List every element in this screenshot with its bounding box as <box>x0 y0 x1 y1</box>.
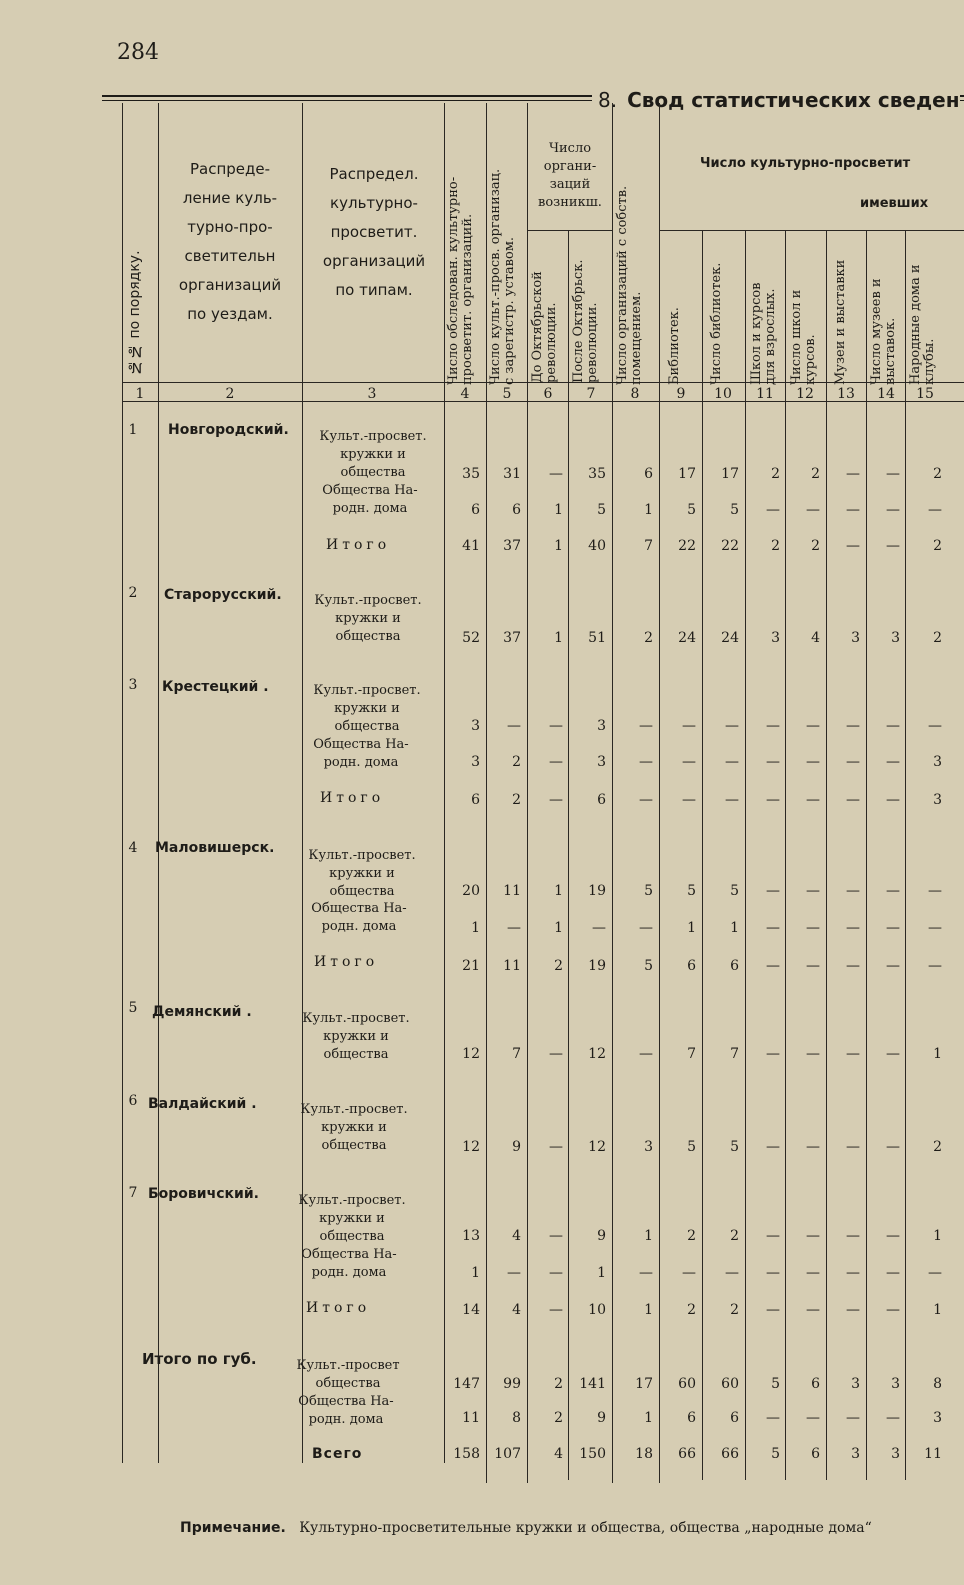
table-cell: 141 <box>579 1376 606 1392</box>
table-cell: 3 <box>597 718 606 734</box>
table-cell: — <box>682 1265 696 1281</box>
section-title <box>592 88 960 112</box>
table-cell: 1 <box>730 920 739 936</box>
type-label-societies: Культ.-просвет общества <box>296 1358 400 1391</box>
table-cell: 5 <box>644 883 653 899</box>
table-cell: 4 <box>512 1228 521 1244</box>
table-cell: — <box>846 1228 860 1244</box>
table-cell: — <box>549 754 563 770</box>
table-cell: — <box>806 1265 820 1281</box>
header-before-october: До Октябрьской революции. <box>530 271 559 383</box>
table-cell: — <box>846 754 860 770</box>
column-number: 9 <box>676 386 686 402</box>
table-cell: 22 <box>721 538 739 554</box>
table-cell: 17 <box>635 1376 653 1392</box>
table-cell: — <box>549 718 563 734</box>
table-cell: 1 <box>644 1228 653 1244</box>
table-cell: 3 <box>851 630 860 646</box>
header-adult-schools: Школ и курсов для взрослых. <box>749 282 778 385</box>
table-cell: — <box>766 718 780 734</box>
table-cell: 5 <box>771 1446 780 1462</box>
table-cell: 3 <box>471 754 480 770</box>
table-cell: 1 <box>597 1265 606 1281</box>
table-cell: 9 <box>597 1228 606 1244</box>
table-cell: 11 <box>462 1410 480 1426</box>
table-cell: 13 <box>462 1228 480 1244</box>
table-cell: 3 <box>644 1139 653 1155</box>
table-cell: 3 <box>933 754 942 770</box>
table-cell: 2 <box>933 466 942 482</box>
county-name: Валдайский . <box>148 1096 257 1112</box>
table-cell: — <box>766 1265 780 1281</box>
table-cell: 3 <box>933 1410 942 1426</box>
table-cell: — <box>886 920 900 936</box>
table-cell: 60 <box>678 1376 696 1392</box>
table-cell: 24 <box>678 630 696 646</box>
row-number: 5 <box>128 1000 138 1016</box>
table-cell: 5 <box>644 958 653 974</box>
subtotal-label: Итого <box>326 537 391 553</box>
type-label-circles: Культ.-просвет. кружки и общества <box>313 683 421 734</box>
column-number: 12 <box>796 386 814 402</box>
table-cell: — <box>682 718 696 734</box>
column-number: 15 <box>916 386 934 402</box>
table-cell: — <box>725 718 739 734</box>
table-cell: — <box>806 792 820 808</box>
header-group-arose: Число органи- заций возникш. <box>538 141 602 210</box>
table-cell: 3 <box>891 630 900 646</box>
table-cell: 40 <box>588 538 606 554</box>
table-cell: — <box>928 502 942 518</box>
table-cell: 4 <box>554 1446 563 1462</box>
table-cell: — <box>886 1265 900 1281</box>
county-name: Маловишерск. <box>155 840 275 856</box>
table-cell: 17 <box>678 466 696 482</box>
table-cell: — <box>507 718 521 734</box>
table-cell: 2 <box>687 1228 696 1244</box>
table-cell: — <box>928 958 942 974</box>
table-cell: — <box>806 958 820 974</box>
table-cell: 6 <box>597 792 606 808</box>
header-own-premises: Число организаций с собств. помещением. <box>615 185 644 385</box>
table-cell: — <box>806 920 820 936</box>
column-number: 4 <box>460 386 470 402</box>
table-cell: 5 <box>687 883 696 899</box>
header-group-having-sub: имевших <box>860 196 929 211</box>
type-label-people-houses: Общества На- родн. дома <box>322 483 418 516</box>
table-cell: — <box>766 792 780 808</box>
table-cell: 3 <box>891 1376 900 1392</box>
table-cell: — <box>766 502 780 518</box>
table-cell: 6 <box>644 466 653 482</box>
table-cell: — <box>846 502 860 518</box>
type-label-circles: Культ.-просвет. кружки и общества <box>298 1193 406 1244</box>
table-cell: — <box>846 1046 860 1062</box>
table-cell: 6 <box>687 1410 696 1426</box>
table-cell: 8 <box>933 1376 942 1392</box>
table-cell: — <box>846 958 860 974</box>
table-cell: — <box>846 538 860 554</box>
province-total-label: Итого по губ. <box>142 1350 257 1368</box>
table-cell: 2 <box>771 466 780 482</box>
table-cell: 14 <box>462 1302 480 1318</box>
table-cell: 7 <box>512 1046 521 1062</box>
table-cell: — <box>549 1139 563 1155</box>
table-cell: — <box>928 920 942 936</box>
table-cell: — <box>886 1139 900 1155</box>
table-cell: 66 <box>721 1446 739 1462</box>
table-cell: — <box>592 920 606 936</box>
table-cell: — <box>725 1265 739 1281</box>
table-cell: 35 <box>588 466 606 482</box>
table-cell: — <box>766 1046 780 1062</box>
table-cell: — <box>886 718 900 734</box>
table-cell: — <box>639 792 653 808</box>
table-cell: 2 <box>687 1302 696 1318</box>
table-cell: 5 <box>730 883 739 899</box>
subtotal-label: Итого <box>314 954 379 970</box>
table-cell: 3 <box>851 1376 860 1392</box>
page-number: 284 <box>117 40 159 65</box>
table-cell: — <box>806 1302 820 1318</box>
table-cell: — <box>886 1228 900 1244</box>
table-cell: 9 <box>597 1410 606 1426</box>
table-cell: — <box>846 1139 860 1155</box>
table-cell: 1 <box>471 920 480 936</box>
table-cell: 3 <box>891 1446 900 1462</box>
table-cell: 7 <box>644 538 653 554</box>
table-cell: 17 <box>721 466 739 482</box>
table-cell: 5 <box>687 1139 696 1155</box>
table-cell: — <box>549 1265 563 1281</box>
column-number: 8 <box>630 386 640 402</box>
type-label-circles: Культ.-просвет. кружки и общества <box>300 1102 408 1153</box>
type-label-circles: Культ.-просвет. кружки и общества <box>314 593 422 644</box>
table-cell: — <box>928 1265 942 1281</box>
table-cell: — <box>886 538 900 554</box>
table-cell: — <box>846 920 860 936</box>
footnote <box>180 1520 872 1536</box>
table-cell: — <box>639 1265 653 1281</box>
table-cell: 5 <box>597 502 606 518</box>
header-surveyed-count: Число обследован. культурно- просветит. организаций. <box>446 176 475 385</box>
type-label-people-houses: Общества На- родн. дома <box>301 1247 397 1280</box>
table-cell: 2 <box>644 630 653 646</box>
table-cell: 6 <box>811 1376 820 1392</box>
table-cell: 2 <box>933 538 942 554</box>
table-cell: 5 <box>687 502 696 518</box>
table-cell: — <box>639 754 653 770</box>
table-cell: 11 <box>503 883 521 899</box>
table-cell: — <box>766 1139 780 1155</box>
table-cell: 1 <box>644 1410 653 1426</box>
table-cell: 4 <box>512 1302 521 1318</box>
county-name: Боровичский. <box>148 1186 259 1202</box>
table-cell: — <box>549 1228 563 1244</box>
table-cell: — <box>846 718 860 734</box>
table-cell: — <box>639 718 653 734</box>
table-cell: 19 <box>588 958 606 974</box>
table-cell: 147 <box>453 1376 480 1392</box>
county-name: Демянский . <box>152 1004 252 1020</box>
table-cell: 2 <box>512 754 521 770</box>
table-cell: — <box>766 1228 780 1244</box>
table-cell: 41 <box>462 538 480 554</box>
table-cell: 4 <box>811 630 820 646</box>
header-row-number: №№ по порядку. <box>127 250 143 375</box>
table-cell: 3 <box>471 718 480 734</box>
table-cell: 5 <box>730 1139 739 1155</box>
table-cell: — <box>886 466 900 482</box>
table-cell: 60 <box>721 1376 739 1392</box>
table-cell: — <box>846 792 860 808</box>
table-cell: — <box>806 1139 820 1155</box>
table-cell: 107 <box>494 1446 521 1462</box>
table-cell: 6 <box>730 1410 739 1426</box>
table-cell: 1 <box>554 538 563 554</box>
table-cell: — <box>766 1302 780 1318</box>
table-cell: — <box>682 792 696 808</box>
table-cell: 37 <box>503 538 521 554</box>
table-cell: 1 <box>554 630 563 646</box>
table-cell: — <box>766 958 780 974</box>
table-cell: 12 <box>588 1046 606 1062</box>
table-cell: 11 <box>503 958 521 974</box>
header-library-count: Число библиотек. <box>709 262 724 385</box>
table-cell: — <box>549 1046 563 1062</box>
type-label-people-houses: Общества На- родн. дома <box>311 901 407 934</box>
header-museums: Музеи и выставки <box>833 259 848 385</box>
row-number: 3 <box>128 677 138 693</box>
table-cell: — <box>886 1410 900 1426</box>
table-cell: 22 <box>678 538 696 554</box>
table-cell: — <box>806 754 820 770</box>
type-label-circles: Культ.-просвет. кружки и общества <box>302 1011 410 1062</box>
type-label-people-houses: Общества На- родн. дома <box>298 1394 394 1427</box>
table-cell: — <box>846 1410 860 1426</box>
table-cell: 20 <box>462 883 480 899</box>
table-cell: — <box>846 466 860 482</box>
table-cell: — <box>886 1302 900 1318</box>
table-cell: 2 <box>730 1302 739 1318</box>
table-cell: 1 <box>471 1265 480 1281</box>
table-cell: — <box>806 718 820 734</box>
table-cell: — <box>886 1046 900 1062</box>
table-cell: 6 <box>730 958 739 974</box>
table-cell: — <box>766 754 780 770</box>
header-by-county: Распреде- ление куль- турно-про- светительн организаций по уездам. <box>178 160 282 323</box>
header-by-type: Распредел. культурно- просветит. организаций по типам. <box>322 165 426 299</box>
section-title-text: Свод статистических сведен <box>627 88 960 112</box>
table-cell: 6 <box>471 792 480 808</box>
table-cell: 2 <box>933 630 942 646</box>
table-cell: 2 <box>771 538 780 554</box>
table-cell: — <box>886 958 900 974</box>
table-cell: — <box>846 1302 860 1318</box>
table-cell: 6 <box>811 1446 820 1462</box>
footnote-text: Культурно-просветительные кружки и общества, общества „народные дома“ <box>299 1520 872 1536</box>
column-number: 5 <box>502 386 512 402</box>
type-label-circles: Культ.-просвет. кружки и общества <box>319 429 427 480</box>
table-cell: 150 <box>579 1446 606 1462</box>
type-label-circles: Культ.-просвет. кружки и общества <box>308 848 416 899</box>
row-number: 4 <box>128 840 138 856</box>
column-number: 10 <box>714 386 732 402</box>
table-cell: 52 <box>462 630 480 646</box>
table-cell: — <box>806 1228 820 1244</box>
table-cell: 3 <box>851 1446 860 1462</box>
table-cell: 1 <box>933 1302 942 1318</box>
table-cell: 2 <box>554 958 563 974</box>
table-cell: 1 <box>554 920 563 936</box>
column-number: 7 <box>586 386 596 402</box>
header-registered-count: Число культ.-просв. организац. с зарегистр. уставом. <box>488 168 517 385</box>
table-cell: 5 <box>730 502 739 518</box>
table-cell: — <box>886 883 900 899</box>
subtotal-label: Итого <box>306 1300 371 1316</box>
table-cell: 12 <box>462 1046 480 1062</box>
row-number: 6 <box>128 1093 138 1109</box>
table-cell: 6 <box>471 502 480 518</box>
table-cell: — <box>549 792 563 808</box>
table-cell: — <box>766 1410 780 1426</box>
table-cell: 99 <box>503 1376 521 1392</box>
table-cell: 3 <box>933 792 942 808</box>
table-cell: — <box>507 920 521 936</box>
table-cell: — <box>766 920 780 936</box>
table-cell: 2 <box>512 792 521 808</box>
header-museum-count: Число музеев и выставок. <box>869 278 898 385</box>
table-cell: 24 <box>721 630 739 646</box>
table-cell: — <box>886 754 900 770</box>
grand-total-label: Всего <box>312 1446 363 1462</box>
header-school-count: Число школ и курсов. <box>789 289 818 385</box>
table-cell: 2 <box>554 1376 563 1392</box>
table-cell: 31 <box>503 466 521 482</box>
table-cell: 12 <box>462 1139 480 1155</box>
table-cell: 19 <box>588 883 606 899</box>
county-name: Старорусский. <box>164 587 282 603</box>
table-cell: — <box>846 883 860 899</box>
table-cell: 2 <box>933 1139 942 1155</box>
table-cell: — <box>682 754 696 770</box>
row-number: 7 <box>128 1185 138 1201</box>
row-number: 1 <box>128 422 138 438</box>
table-cell: 11 <box>924 1446 942 1462</box>
table-cell: 1 <box>933 1228 942 1244</box>
row-number: 2 <box>128 585 138 601</box>
table-cell: 37 <box>503 630 521 646</box>
header-libraries: Библиотек. <box>667 307 682 385</box>
table-cell: — <box>806 502 820 518</box>
table-cell: 2 <box>554 1410 563 1426</box>
table-cell: — <box>549 466 563 482</box>
table-cell: 10 <box>588 1302 606 1318</box>
type-label-people-houses: Общества На- родн. дома <box>313 737 409 770</box>
table-cell: 21 <box>462 958 480 974</box>
table-cell: — <box>725 754 739 770</box>
table-cell: — <box>846 1265 860 1281</box>
table-cell: — <box>549 1302 563 1318</box>
table-cell: 12 <box>588 1139 606 1155</box>
table-cell: 1 <box>554 502 563 518</box>
table-cell: 2 <box>811 538 820 554</box>
table-cell: 1 <box>687 920 696 936</box>
column-number: 13 <box>837 386 855 402</box>
table-cell: 1 <box>644 502 653 518</box>
column-number: 2 <box>225 386 235 402</box>
column-number: 6 <box>543 386 553 402</box>
table-cell: — <box>806 1410 820 1426</box>
table-cell: 1 <box>933 1046 942 1062</box>
table-cell: 51 <box>588 630 606 646</box>
table-cell: — <box>886 502 900 518</box>
table-cell: — <box>928 718 942 734</box>
column-number: 1 <box>135 386 145 402</box>
table-cell: 6 <box>512 502 521 518</box>
table-cell: 5 <box>771 1376 780 1392</box>
table-cell: 9 <box>512 1139 521 1155</box>
column-number: 3 <box>367 386 377 402</box>
table-cell: — <box>886 792 900 808</box>
table-cell: 158 <box>453 1446 480 1462</box>
table-cell: — <box>806 883 820 899</box>
table-cell: 7 <box>730 1046 739 1062</box>
table-cell: 6 <box>687 958 696 974</box>
table-cell: 8 <box>512 1410 521 1426</box>
table-cell: 18 <box>635 1446 653 1462</box>
table-cell: 3 <box>597 754 606 770</box>
column-number: 14 <box>877 386 895 402</box>
header-group-having: Число культурно-просветит <box>700 156 911 171</box>
table-cell: 66 <box>678 1446 696 1462</box>
table-cell: — <box>507 1265 521 1281</box>
table-cell: 1 <box>644 1302 653 1318</box>
table-cell: — <box>725 792 739 808</box>
table-cell: 35 <box>462 466 480 482</box>
table-cell: 2 <box>730 1228 739 1244</box>
column-number: 11 <box>756 386 774 402</box>
table-cell: 2 <box>811 466 820 482</box>
subtotal-label: Итого <box>320 790 385 806</box>
county-name: Крестецкий . <box>162 679 269 695</box>
table-cell: 3 <box>771 630 780 646</box>
table-cell: — <box>928 883 942 899</box>
table-cell: 7 <box>687 1046 696 1062</box>
county-name: Новгородский. <box>168 422 289 438</box>
table-cell: — <box>806 1046 820 1062</box>
header-people-houses: Народные дома и клубы. <box>908 264 937 385</box>
section-number: 8. <box>598 88 618 112</box>
table-cell: 1 <box>554 883 563 899</box>
table-cell: — <box>639 920 653 936</box>
header-after-october: После Октябрьск. революции. <box>571 259 600 383</box>
table-cell: — <box>639 1046 653 1062</box>
table-cell: — <box>766 883 780 899</box>
footnote-lead: Примечание. <box>180 1520 286 1536</box>
